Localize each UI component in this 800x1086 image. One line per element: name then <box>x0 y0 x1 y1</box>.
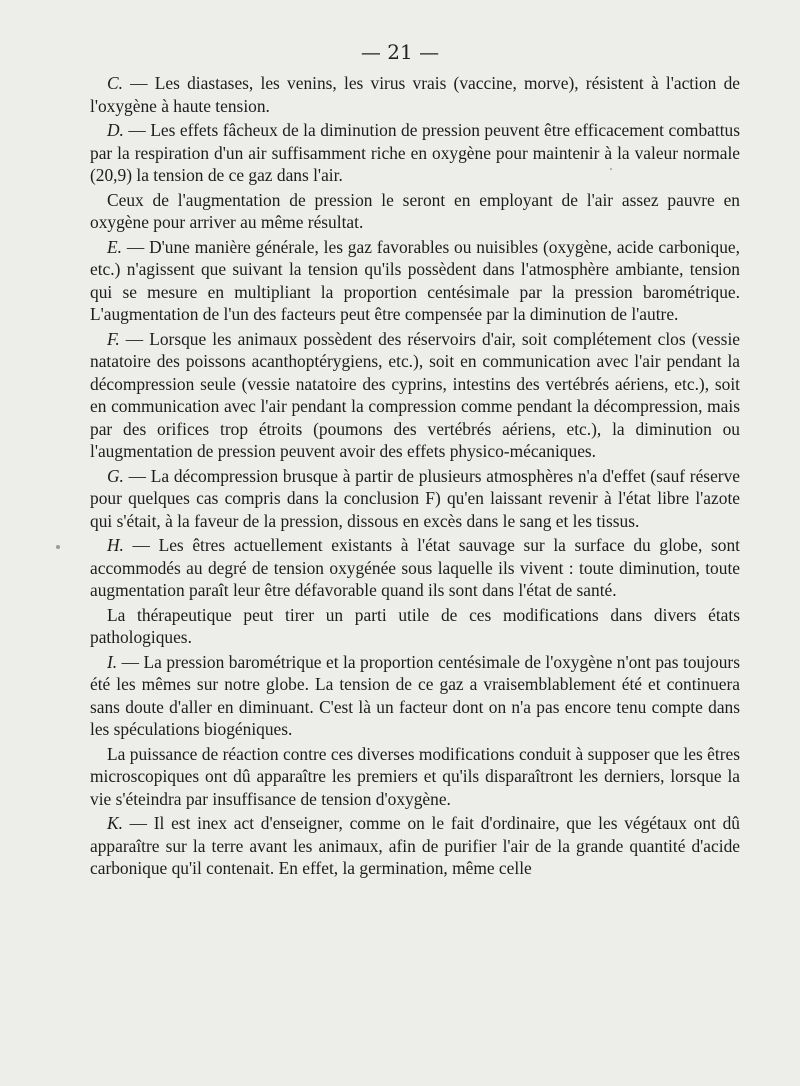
paragraph-h-continued <box>90 604 740 649</box>
body-text <box>90 72 740 882</box>
paragraph-k <box>90 812 740 880</box>
paragraph-label: D. <box>107 120 124 140</box>
paragraph-label: C. <box>107 73 123 93</box>
paragraph-i <box>90 651 740 741</box>
paragraph-e <box>90 236 740 326</box>
paragraph-text: La thérapeutique peut tirer un parti utile de ces modifications dans divers états pathologiques. <box>90 604 740 647</box>
paragraph-label: E. <box>107 236 122 257</box>
paragraph-text: — La décompression brusque à partir de plusieurs atmosphères n'a d'effet (sauf réserve pour quelques cas compris dans la conclusion F) qu'en laissant revenir à l'état libre l'azote qui s'était, à la faveur de la pression, dissous en excès dans le sang et les tissus. <box>90 465 740 531</box>
scan-speck <box>56 545 60 549</box>
paragraph-i-continued <box>90 743 740 811</box>
paragraph-label: F. <box>107 328 120 349</box>
paragraph-h <box>90 534 740 602</box>
paragraph-text: — Les effets fâcheux de la diminution de pression peuvent être efficacement combattus par la respiration d'un air suffisamment riche en oxygène pour maintenir à la valeur normale (20,9) la tension de ce gaz dans l'air. <box>90 120 740 185</box>
paragraph-c <box>90 72 740 117</box>
page-number: — 21 — <box>360 40 440 64</box>
paragraph-text: — Lorsque les animaux possèdent des réservoirs d'air, soit complétement clos (vessie natatoire des poissons acanthoptérygiens, etc.), soit en communication avec l'air pendant la décompression seule (vessie natatoire des cyprins, intestins des vertébrés aériens, etc.), soit en communication avec l'air pendant la compression comme pendant la décompression, mais par des orifices trop étroits (poumons des vertébrés aériens, etc.), la diminution ou l'augmentation de pression peuvent avoir des effets physico-mécaniques. <box>90 328 740 461</box>
paragraph-label: G. <box>107 465 124 486</box>
paragraph-text: — La pression barométrique et la proportion centésimale de l'oxygène n'ont pas toujours été les mêmes sur notre globe. La tension de ce gaz a vraisemblablement été et continuera sans doute d'aller en diminuant. C'est là un facteur dont on n'a pas encore tenu compte dans les spéculations biogéniques. <box>90 651 740 739</box>
paragraph-d-continued <box>90 189 740 234</box>
paragraph-text: Ceux de l'augmentation de pression le seront en employant de l'air assez pauvre en oxygène pour arriver au même résultat. <box>90 189 740 232</box>
scan-speck <box>610 168 612 170</box>
paragraph-d <box>90 119 740 187</box>
paragraph-text: La puissance de réaction contre ces diverses modifications conduit à supposer que les êtres microscopiques ont dû apparaître les premiers et qu'ils disparaîtront les derniers, lorsque la vie s'éteindra par insuffisance de tension d'oxygène. <box>90 743 740 809</box>
paragraph-label: I. <box>107 651 118 672</box>
paragraph-text: — Il est inex act d'enseigner, comme on le fait d'ordinaire, que les végétaux ont dû apparaître sur la terre avant les animaux, afin de purifier l'air de la grande quantité d'acide carbonique qu'il contenait. En effet, la germination, même celle <box>90 813 740 878</box>
paragraph-label: K. <box>107 813 123 833</box>
paragraph-label: H. <box>107 535 124 555</box>
paragraph-text: — Les diastases, les venins, les virus vrais (vaccine, morve), résistent à l'action de l'oxygène à haute tension. <box>90 73 740 116</box>
paragraph-g <box>90 465 740 533</box>
paragraph-f <box>90 328 740 463</box>
paragraph-text: — D'une manière générale, les gaz favorables ou nuisibles (oxygène, acide carbonique, etc.) n'agissent que suivant la tension qu'ils possèdent dans l'atmosphère ambiante, tension qui se mesure en multipliant la proportion centésimale par la pression barométrique. L'augmentation de l'un des facteurs peut être compensée par la diminution de l'autre. <box>90 236 740 324</box>
paragraph-text: — Les êtres actuellement existants à l'état sauvage sur la surface du globe, sont accommodés au degré de tension oxygénée sous laquelle ils vivent : toute diminution, toute augmentation paraît leur être défavorable quand ils sont dans l'état de santé. <box>90 535 740 600</box>
